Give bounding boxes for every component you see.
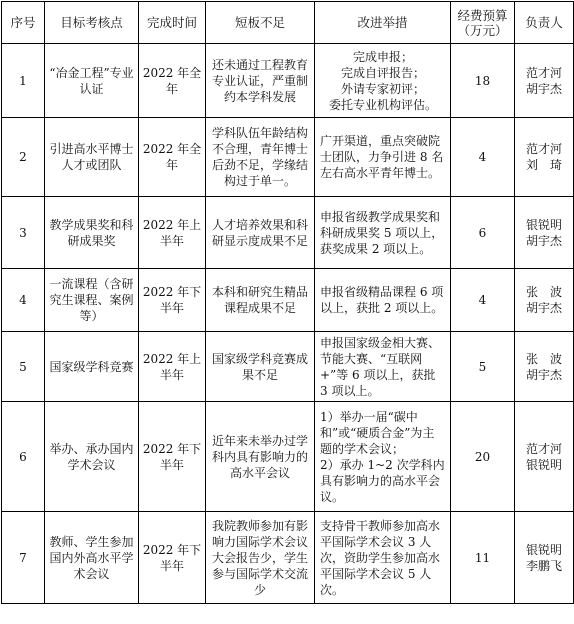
- row-budget: 5: [451, 332, 515, 402]
- row-weakness: 学科队伍年龄结构不合理，青年博士后劲不足，学缘结构过于单一。: [206, 118, 315, 197]
- measure-line: 申报国家级金相大赛、节能大赛、“互联网+”等 6 项以上，获批 3 项以上。: [320, 335, 441, 398]
- row-measures: [315, 332, 451, 402]
- row-measures: [315, 197, 451, 269]
- measure-line: 申报省级精品课程 6 项以上，获批 2 项以上。: [320, 285, 444, 315]
- owner-name: 胡宇杰: [525, 301, 562, 315]
- row-weakness: 我院教师参加有影响力国际学术会议大会报告少，学生参与国际学术交流少: [206, 512, 315, 604]
- owner-name: 范才河: [525, 65, 562, 80]
- row-owners: [515, 512, 574, 604]
- row-measures: [315, 118, 451, 197]
- owner-name: 刘 琦: [525, 158, 562, 172]
- header-budget: 经费预算（万元）: [451, 2, 515, 44]
- table-row: [2, 44, 574, 118]
- row-target: 举办、承办国内学术会议: [45, 402, 139, 512]
- owner-name: 胡宇杰: [525, 81, 562, 96]
- measure-line: 1）举办一届“碳中和”或“硬质合金”为主题的学术会议；: [320, 409, 435, 456]
- row-budget: 11: [451, 512, 515, 604]
- table-row: [2, 402, 574, 512]
- table-row: [2, 332, 574, 402]
- table-row: [2, 512, 574, 604]
- row-measures: [315, 44, 451, 118]
- improvement-plan-table: [1, 1, 574, 604]
- header-target: 目标考核点: [45, 2, 139, 44]
- row-weakness: 人才培养效果和科研显示度成果不足: [206, 197, 315, 269]
- row-target: 引进高水平博士人才或团队: [45, 118, 139, 197]
- row-owners: [515, 118, 574, 197]
- measure-line: 支持骨干教师参加高水平国际学术会议 3 人次，资助学生参加高水平国际学术会议 5 人次。: [320, 518, 441, 597]
- row-number: 2: [2, 118, 45, 197]
- row-weakness: 还未通过工程教育专业认证，严重制约本学科发展: [206, 44, 315, 118]
- row-target: “冶金工程”专业认证: [45, 44, 139, 118]
- owner-name: 张 波: [525, 351, 562, 366]
- row-target: 教学成果奖和科研成果奖: [45, 197, 139, 269]
- table-row: [2, 118, 574, 197]
- row-owners: [515, 197, 574, 269]
- row-budget: 4: [451, 118, 515, 197]
- owner-name: 范才河: [525, 441, 562, 456]
- header-weakness: 短板不足: [206, 2, 315, 44]
- owner-name: 范才河: [525, 142, 562, 156]
- measure-line: 外请专家初评；: [340, 81, 425, 96]
- row-weakness: 近年来未举办过学科内具有影响力的高水平会议: [206, 402, 315, 512]
- row-budget: 4: [451, 269, 515, 332]
- row-budget: 6: [451, 197, 515, 269]
- header-no: 序号: [2, 2, 45, 44]
- owner-name: 银锐明: [525, 542, 562, 557]
- owner-name: 张 波: [525, 285, 562, 299]
- measure-line: 2）承办 1~2 次学科内具有影响力的高水平会议。: [320, 457, 445, 504]
- row-deadline: 2022 年上半年: [139, 197, 206, 269]
- measure-line: 完成自评报告；: [340, 65, 425, 80]
- owner-name: 银锐明: [525, 217, 562, 232]
- header-deadline: 完成时间: [139, 2, 206, 44]
- row-deadline: 2022 年下半年: [139, 512, 206, 604]
- owner-name: 银锐明: [525, 457, 562, 472]
- table-row: [2, 269, 574, 332]
- row-deadline: 2022 年上半年: [139, 332, 206, 402]
- row-number: 6: [2, 402, 45, 512]
- owner-name: 胡宇杰: [525, 233, 562, 248]
- row-number: 3: [2, 197, 45, 269]
- row-budget: 20: [451, 402, 515, 512]
- row-deadline: 2022 年全年: [139, 44, 206, 118]
- row-owners: [515, 402, 574, 512]
- header-owner: 负责人: [515, 2, 574, 44]
- table-row: [2, 197, 574, 269]
- row-deadline: 2022 年全年: [139, 118, 206, 197]
- row-measures: [315, 512, 451, 604]
- row-weakness: 国家级学科竞赛成果不足: [206, 332, 315, 402]
- row-measures: [315, 402, 451, 512]
- row-owners: [515, 44, 574, 118]
- measure-line: 完成申报；: [352, 49, 413, 64]
- row-deadline: 2022 年下半年: [139, 402, 206, 512]
- row-number: 7: [2, 512, 45, 604]
- row-target: 国家级学科竞赛: [45, 332, 139, 402]
- owner-name: 胡宇杰: [525, 367, 562, 382]
- row-owners: [515, 332, 574, 402]
- measure-line: 广开渠道，重点突破院士团队，力争引进 8 名左右高水平青年博士。: [320, 134, 444, 180]
- row-owners: [515, 269, 574, 332]
- row-number: 1: [2, 44, 45, 118]
- row-target: 一流课程（含研究生课程、案例等）: [45, 269, 139, 332]
- owner-name: 李鹏飞: [525, 558, 562, 573]
- row-number: 5: [2, 332, 45, 402]
- measure-line: 委托专业机构评估。: [328, 97, 437, 112]
- row-deadline: 2022 年下半年: [139, 269, 206, 332]
- row-weakness: 本科和研究生精品课程成果不足: [206, 269, 315, 332]
- row-measures: [315, 269, 451, 332]
- row-number: 4: [2, 269, 45, 332]
- header-measures: 改进举措: [315, 2, 451, 44]
- row-target: 教师、学生参加国内外高水平学术会议: [45, 512, 139, 604]
- header-row: [2, 2, 574, 44]
- measure-line: 申报省级教学成果奖和科研成果奖 5 项以上，获奖成果 2 项以上。: [320, 209, 444, 256]
- row-budget: 18: [451, 44, 515, 118]
